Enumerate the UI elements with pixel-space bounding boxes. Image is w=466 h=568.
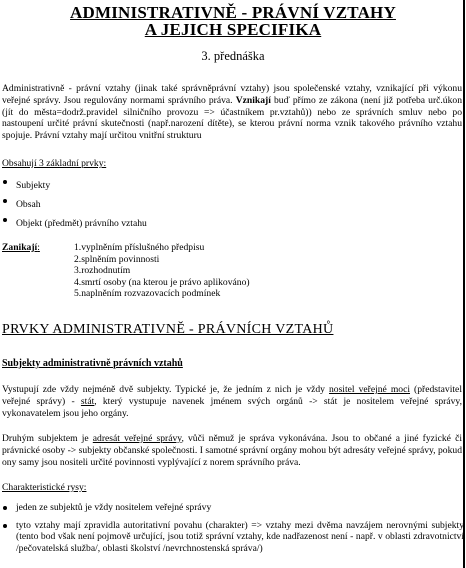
paragraph-text: Vystupují zde vždy nejméně dvě subjekty. Typické je, že jedním z nich je vždy [2, 384, 329, 395]
underlined-term: nositel veřejné moci [328, 384, 411, 395]
list-item: 4.smrtí osoby (na kterou je právo aplikováno) [74, 276, 250, 288]
page-border [463, 0, 465, 568]
subjects-paragraph-1 [2, 384, 462, 419]
characteristics-list [2, 502, 464, 554]
document-title-line2: A JEJICH SPECIFIKA [144, 20, 322, 39]
paragraph-text: , který vystupuje navenek jménem svých orgánů -> stát je nositelem veřejné správy, vykonavatelem jsou jeho orgány. [2, 395, 462, 419]
components-list [2, 176, 464, 233]
list-item: 5.naplněním rozvazovacích podmínek [74, 288, 221, 300]
underlined-term: adresát veřejné správy [92, 433, 182, 444]
list-item: 3.rozhodnutím [74, 265, 131, 277]
intro-text-rest: buď přímo ze zákona (není již potřeba urč.úkon (jít do města=dodrž.pravidel silničního provozu => účastníkem pr.vztahů)) nebo ze správních smluv nebo po nastoupení určité právní skutečnosti (např.narození dítěte), se kterou právní norma vznik takového právního vztahu spojuje. Právní vztahy mají určitou vnitřní strukturu [2, 94, 462, 142]
bullet-icon [3, 506, 7, 510]
list-item-label: tyto vztahy mají zpravidla autoritativní povahu (charakter) => vztahy mezi dvěma navzájem nerovnými subjekty (tento bod však není pojmově určující, jsou totiž správní vztahy, kde nadřazenost není - např. v oblasti zdravotnictví /pečovatelská služba/, oblasti školství /nevrchnostenská správa/) [16, 519, 464, 554]
document-title: ADMINISTRATIVNĚ - PRÁVNÍ VZTAHY [70, 3, 396, 22]
components-heading: Obsahují 3 základní prvky: [2, 158, 107, 169]
list-item-label: Objekt (předmět) právního vztahu [16, 218, 147, 229]
paragraph-text: , vůči němuž je správa vykonávána. Jsou to občané a jiné fyzické či právnické osoby -> subjekty občanské společnosti. I samotné správní orgány mohou být adresáty veřejné správy, pokud ony samy jsou nositeli určité povinnosti vyplývající z norem správního práva. [2, 433, 462, 468]
termination-label-colon: : [37, 242, 40, 253]
bullet-icon [3, 218, 7, 222]
bullet-icon [3, 199, 7, 203]
list-item [2, 195, 464, 214]
underlined-term: stát [80, 395, 95, 407]
list-item [2, 214, 464, 233]
list-item [2, 176, 464, 195]
list-item: 1.vyplněním příslušného předpisu [74, 242, 205, 253]
intro-bold-word: Vznikají [235, 94, 271, 106]
list-item: 2.splněním povinnosti [74, 253, 160, 265]
section-heading: PRVKY ADMINISTRATIVNĚ - PRÁVNÍCH VZTAHŮ [2, 322, 334, 337]
intro-paragraph [2, 83, 462, 142]
bullet-icon [3, 524, 7, 528]
paragraph-text: Druhým subjektem je [2, 433, 93, 444]
termination-list [74, 242, 250, 300]
paragraph-text: (představitel veřejné správy) - [2, 384, 462, 407]
subsection-heading: Subjekty administrativně právních vztahů [2, 358, 183, 369]
list-item [2, 520, 464, 555]
subjects-paragraph-2 [2, 433, 462, 468]
termination-label [2, 242, 40, 253]
termination-label-text: Zanikají [2, 242, 38, 253]
list-item-label: Subjekty [16, 180, 51, 191]
bullet-icon [3, 180, 7, 184]
intro-text: Administrativně - právní vztahy (jinak také správněprávní vztahy) jsou společenské vztahy, vznikající při výkonu veřejné správy. Jsou regulovány normami správního práva. [2, 83, 462, 106]
list-item-label: Obsah [16, 199, 41, 210]
list-item [2, 502, 464, 514]
list-item-label: jeden ze subjektů je vždy nositelem veřejné správy [16, 502, 212, 513]
lecture-number: 3. přednáška [201, 49, 265, 63]
characteristics-heading: Charakteristické rysy: [2, 482, 87, 493]
